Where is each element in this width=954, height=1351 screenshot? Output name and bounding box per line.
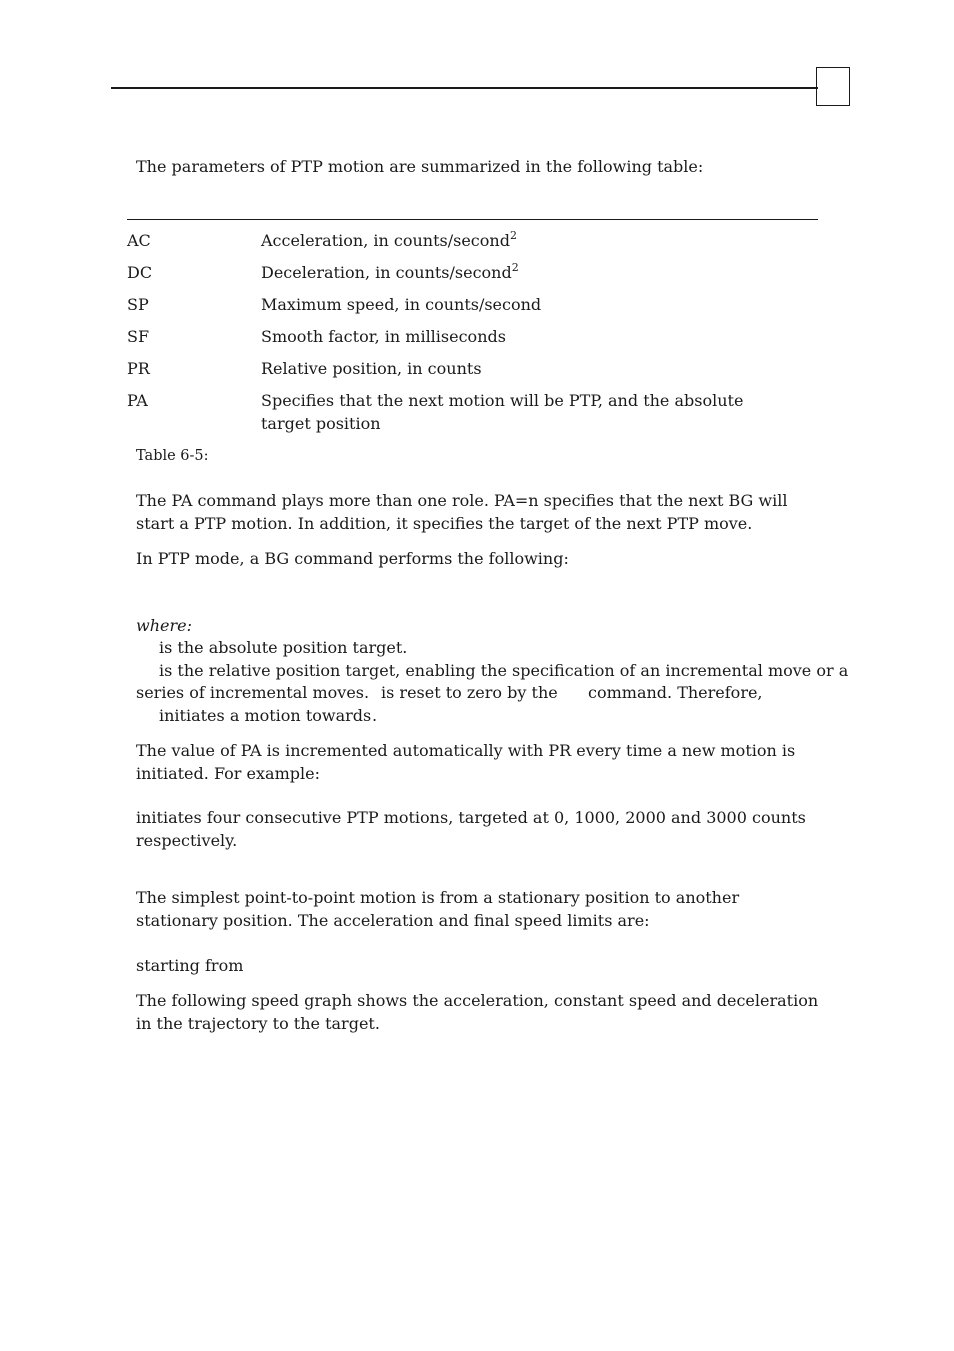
row-code: SP [127,295,149,314]
row-code: DC [127,263,153,282]
rel-target-text-3b: . [372,706,378,725]
row-desc: Smooth factor, in milliseconds [261,327,506,346]
rel-target-text: is the relative position target, enabling the specification of an incremental move or a [159,661,849,680]
row-desc: Relative position, in counts [261,359,482,378]
four-motions-paragraph: initiates four consecutive PTP motions, targeted at 0, 1000, 2000 and 3000 counts respectively. [136,808,806,850]
pa-increment-paragraph: The value of PA is incremented automatically with PR every time a new motion is initiated. For example: [136,741,796,783]
row-code: PR [127,359,150,378]
where-label: where: [136,616,192,635]
row-desc: Specifies that the next motion will be PTP, and the absolute target position [261,391,744,433]
row-desc: Maximum speed, in counts/second [261,295,542,314]
row-sup: 2 [509,229,517,242]
speed-graph-paragraph: The following speed graph shows the acceleration, constant speed and deceleration in the trajectory to the target. [136,991,819,1033]
simplest-motion-paragraph: The simplest point-to-point motion is from a stationary position to another stationary position. The acceleration and final speed limits are: [136,888,740,930]
intro-text: The parameters of PTP motion are summarized in the following table: [136,157,704,176]
row-code: AC [127,231,151,250]
row-code: SF [127,327,150,346]
rel-target-text-3a: initiates a motion towards [159,706,372,725]
table-top-rule [127,219,818,220]
row-desc: Deceleration, in counts/second$^2$ [261,261,519,282]
abs-target-text: is the absolute position target. [159,638,408,657]
page-number-box [816,67,850,106]
table-caption: Table 6-5: [136,448,209,464]
row-sup: 2 [511,261,519,274]
header-rule [111,87,818,89]
rel-target-text-2a: series of incremental moves. [136,683,370,702]
row-desc: Acceleration, in counts/second$^2$ [261,229,517,250]
pa-role-paragraph: The PA command plays more than one role. PA=n specifies that the next BG will start a PTP motion. In addition, it specifies the target of the next PTP move. [136,491,788,533]
starting-from-text: starting from [136,956,244,975]
rel-target-text-2c: command. Therefore, [588,683,763,702]
bg-intro-paragraph: In PTP mode, a BG command performs the following: [136,549,569,568]
row-code: PA [127,391,148,410]
rel-target-text-2b: is reset to zero by the [381,683,558,702]
